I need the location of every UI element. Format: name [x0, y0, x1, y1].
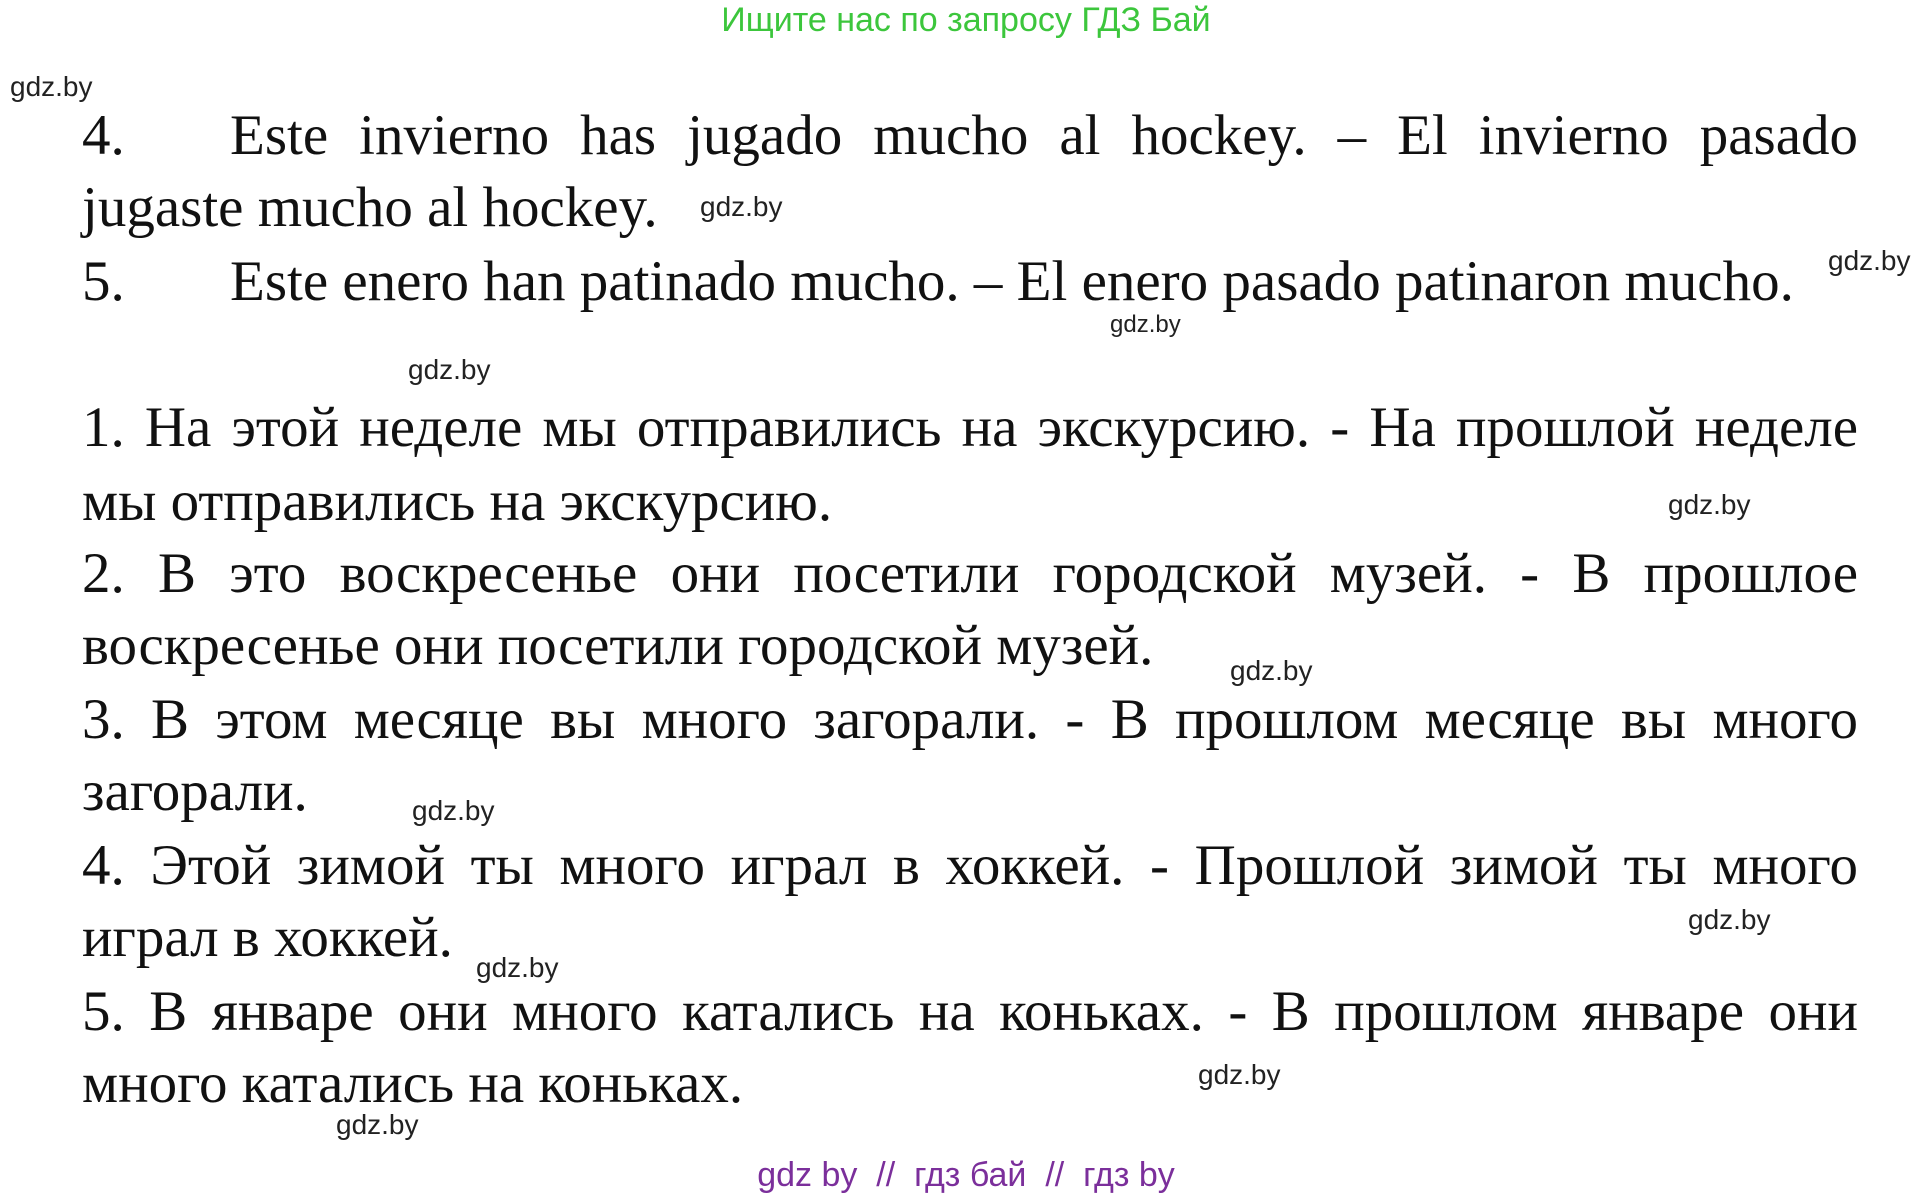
- watermark: gdz.by: [10, 71, 93, 102]
- spanish-item-4-line-2: jugaste mucho al hockey.: [82, 176, 658, 239]
- russian-item-3-line-1: 3. В этом месяце вы много загорали. - В прошлом месяце вы много: [82, 688, 1858, 751]
- watermark: gdz.by: [700, 191, 783, 222]
- spanish-item-4-text: Este invierno has jugado mucho al hockey. – El invierno pasado: [230, 104, 1858, 167]
- spanish-item-5-line-1: [82, 246, 1858, 318]
- russian-item-5-line-2: много катались на коньках.: [82, 1052, 744, 1115]
- watermark: gdz.by: [1110, 311, 1181, 338]
- russian-item-4-line-1: 4. Этой зимой ты много играл в хоккей. - Прошлой зимой ты много: [82, 834, 1858, 897]
- watermark: gdz.by: [408, 354, 491, 385]
- russian-item-2-line-1: 2. В это воскресенье они посетили городской музей. - В прошлое: [82, 542, 1858, 605]
- russian-item-5-line-1: 5. В январе они много катались на коньках. - В прошлом январе они: [82, 980, 1858, 1043]
- watermark: gdz.by: [1198, 1059, 1281, 1090]
- russian-item-2-line-2: воскресенье они посетили городской музей.: [82, 614, 1154, 677]
- watermark: gdz.by: [336, 1109, 419, 1140]
- watermark: gdz.by: [1230, 655, 1313, 686]
- watermark: gdz.by: [1688, 904, 1771, 935]
- top-banner: Ищите нас по запросу ГДЗ Бай: [721, 1, 1211, 39]
- russian-item-4-line-2: играл в хоккей.: [82, 906, 453, 969]
- spanish-item-5-text: Este enero han patinado mucho. – El enero pasado patinaron mucho.: [230, 250, 1794, 313]
- watermark: gdz.by: [1668, 489, 1751, 520]
- watermark: gdz.by: [476, 952, 559, 983]
- spanish-item-5-number: 5.: [82, 250, 125, 313]
- spanish-item-4-number: 4.: [82, 104, 125, 167]
- watermark: gdz.by: [412, 795, 495, 826]
- watermark: gdz.by: [1828, 245, 1911, 276]
- russian-item-1-line-1: 1. На этой неделе мы отправились на экскурсию. - На прошлой неделе: [82, 396, 1858, 459]
- russian-item-1-line-2: мы отправились на экскурсию.: [82, 470, 833, 533]
- footer-links: gdz by // гдз бай // гдз by: [757, 1156, 1175, 1194]
- russian-item-3-line-2: загорали.: [82, 760, 308, 823]
- spanish-item-4-line-1: [82, 100, 1858, 172]
